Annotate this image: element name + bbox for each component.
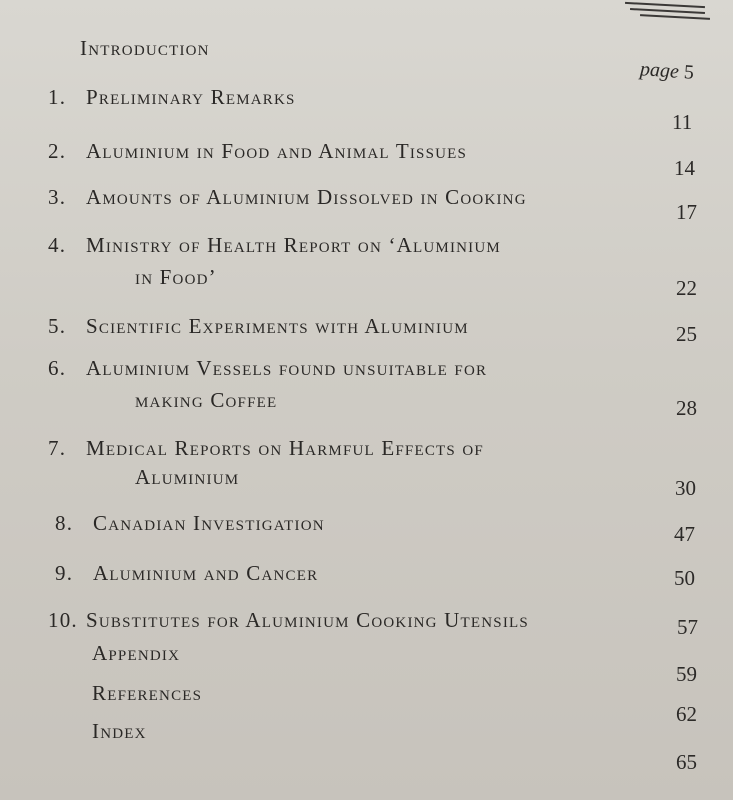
toc-entry-10: [48, 605, 529, 635]
toc-page-number: 25: [676, 322, 697, 346]
chapter-number: 5.: [48, 314, 67, 338]
page-word-label: [639, 58, 694, 85]
toc-entry-1: [48, 82, 296, 112]
toc-entry-title: Introduction: [80, 36, 210, 60]
chapter-number: 3.: [48, 185, 67, 209]
toc-entry-7: [48, 433, 484, 463]
toc-entry-title: Appendix: [92, 641, 181, 665]
toc-entry-title-continued: in Food’: [135, 265, 217, 289]
toc-entry-title: Scientific Experiments with Aluminium: [86, 314, 469, 338]
toc-entry-index: [92, 716, 147, 746]
chapter-number: 9.: [55, 561, 74, 585]
toc-page-number: 22: [676, 276, 697, 300]
toc-page-number: 47: [674, 522, 695, 546]
toc-entry-title: References: [92, 681, 203, 705]
toc-entry-title: Aluminium in Food and Animal Tissues: [86, 139, 468, 163]
toc-page-number: 5: [683, 61, 695, 84]
toc-entry-title: Medical Reports on Harmful Effects of: [86, 436, 484, 460]
chapter-number: 6.: [48, 356, 67, 380]
toc-entry-title: Preliminary Remarks: [86, 85, 296, 109]
toc-entry-4: [48, 230, 501, 260]
toc-entry-9: [55, 558, 318, 588]
toc-page-number: 57: [677, 615, 698, 639]
toc-entry-title-continued: Aluminium: [135, 465, 240, 489]
toc-entry-3: [48, 182, 527, 212]
toc-entry-8: [55, 508, 325, 538]
toc-entry-title: Aluminium and Cancer: [93, 561, 319, 585]
toc-page-number: 50: [674, 566, 695, 590]
toc-entry-5: [48, 311, 469, 341]
toc-page-number: 62: [676, 702, 697, 726]
toc-page-number: 28: [676, 396, 697, 420]
toc-entry-title: Ministry of Health Report on ‘Aluminium: [86, 233, 501, 257]
toc-entry-title: Aluminium Vessels found unsuitable for: [86, 356, 488, 380]
toc-entry-appendix: [92, 638, 180, 668]
page-word: page: [639, 58, 680, 83]
toc-entry-title: Canadian Investigation: [93, 511, 325, 535]
toc-page-number: 11: [672, 110, 693, 134]
toc-page-number: 14: [674, 156, 695, 180]
chapter-number: 7.: [48, 436, 67, 460]
toc-entry-6: [48, 353, 487, 383]
toc-entry-2: [48, 136, 467, 166]
toc-entry-title: Index: [92, 719, 147, 743]
toc-entry-introduction: [80, 33, 210, 63]
toc-entry-title-continued: making Coffee: [135, 388, 278, 412]
chapter-number: 1.: [48, 85, 67, 109]
toc-entry-title: Substitutes for Aluminium Cooking Utensils: [86, 608, 529, 632]
toc-page-number: 17: [676, 200, 697, 224]
chapter-number: 2.: [48, 139, 67, 163]
toc-page-number: 65: [676, 750, 697, 774]
toc-page-number: 59: [676, 662, 697, 686]
toc-entry-references: [92, 678, 202, 708]
chapter-number: 8.: [55, 511, 74, 535]
toc-page-number: 30: [675, 476, 696, 500]
chapter-number: 4.: [48, 233, 67, 257]
chapter-number: 10.: [48, 608, 78, 632]
toc-entry-title: Amounts of Aluminium Dissolved in Cooking: [86, 185, 527, 209]
